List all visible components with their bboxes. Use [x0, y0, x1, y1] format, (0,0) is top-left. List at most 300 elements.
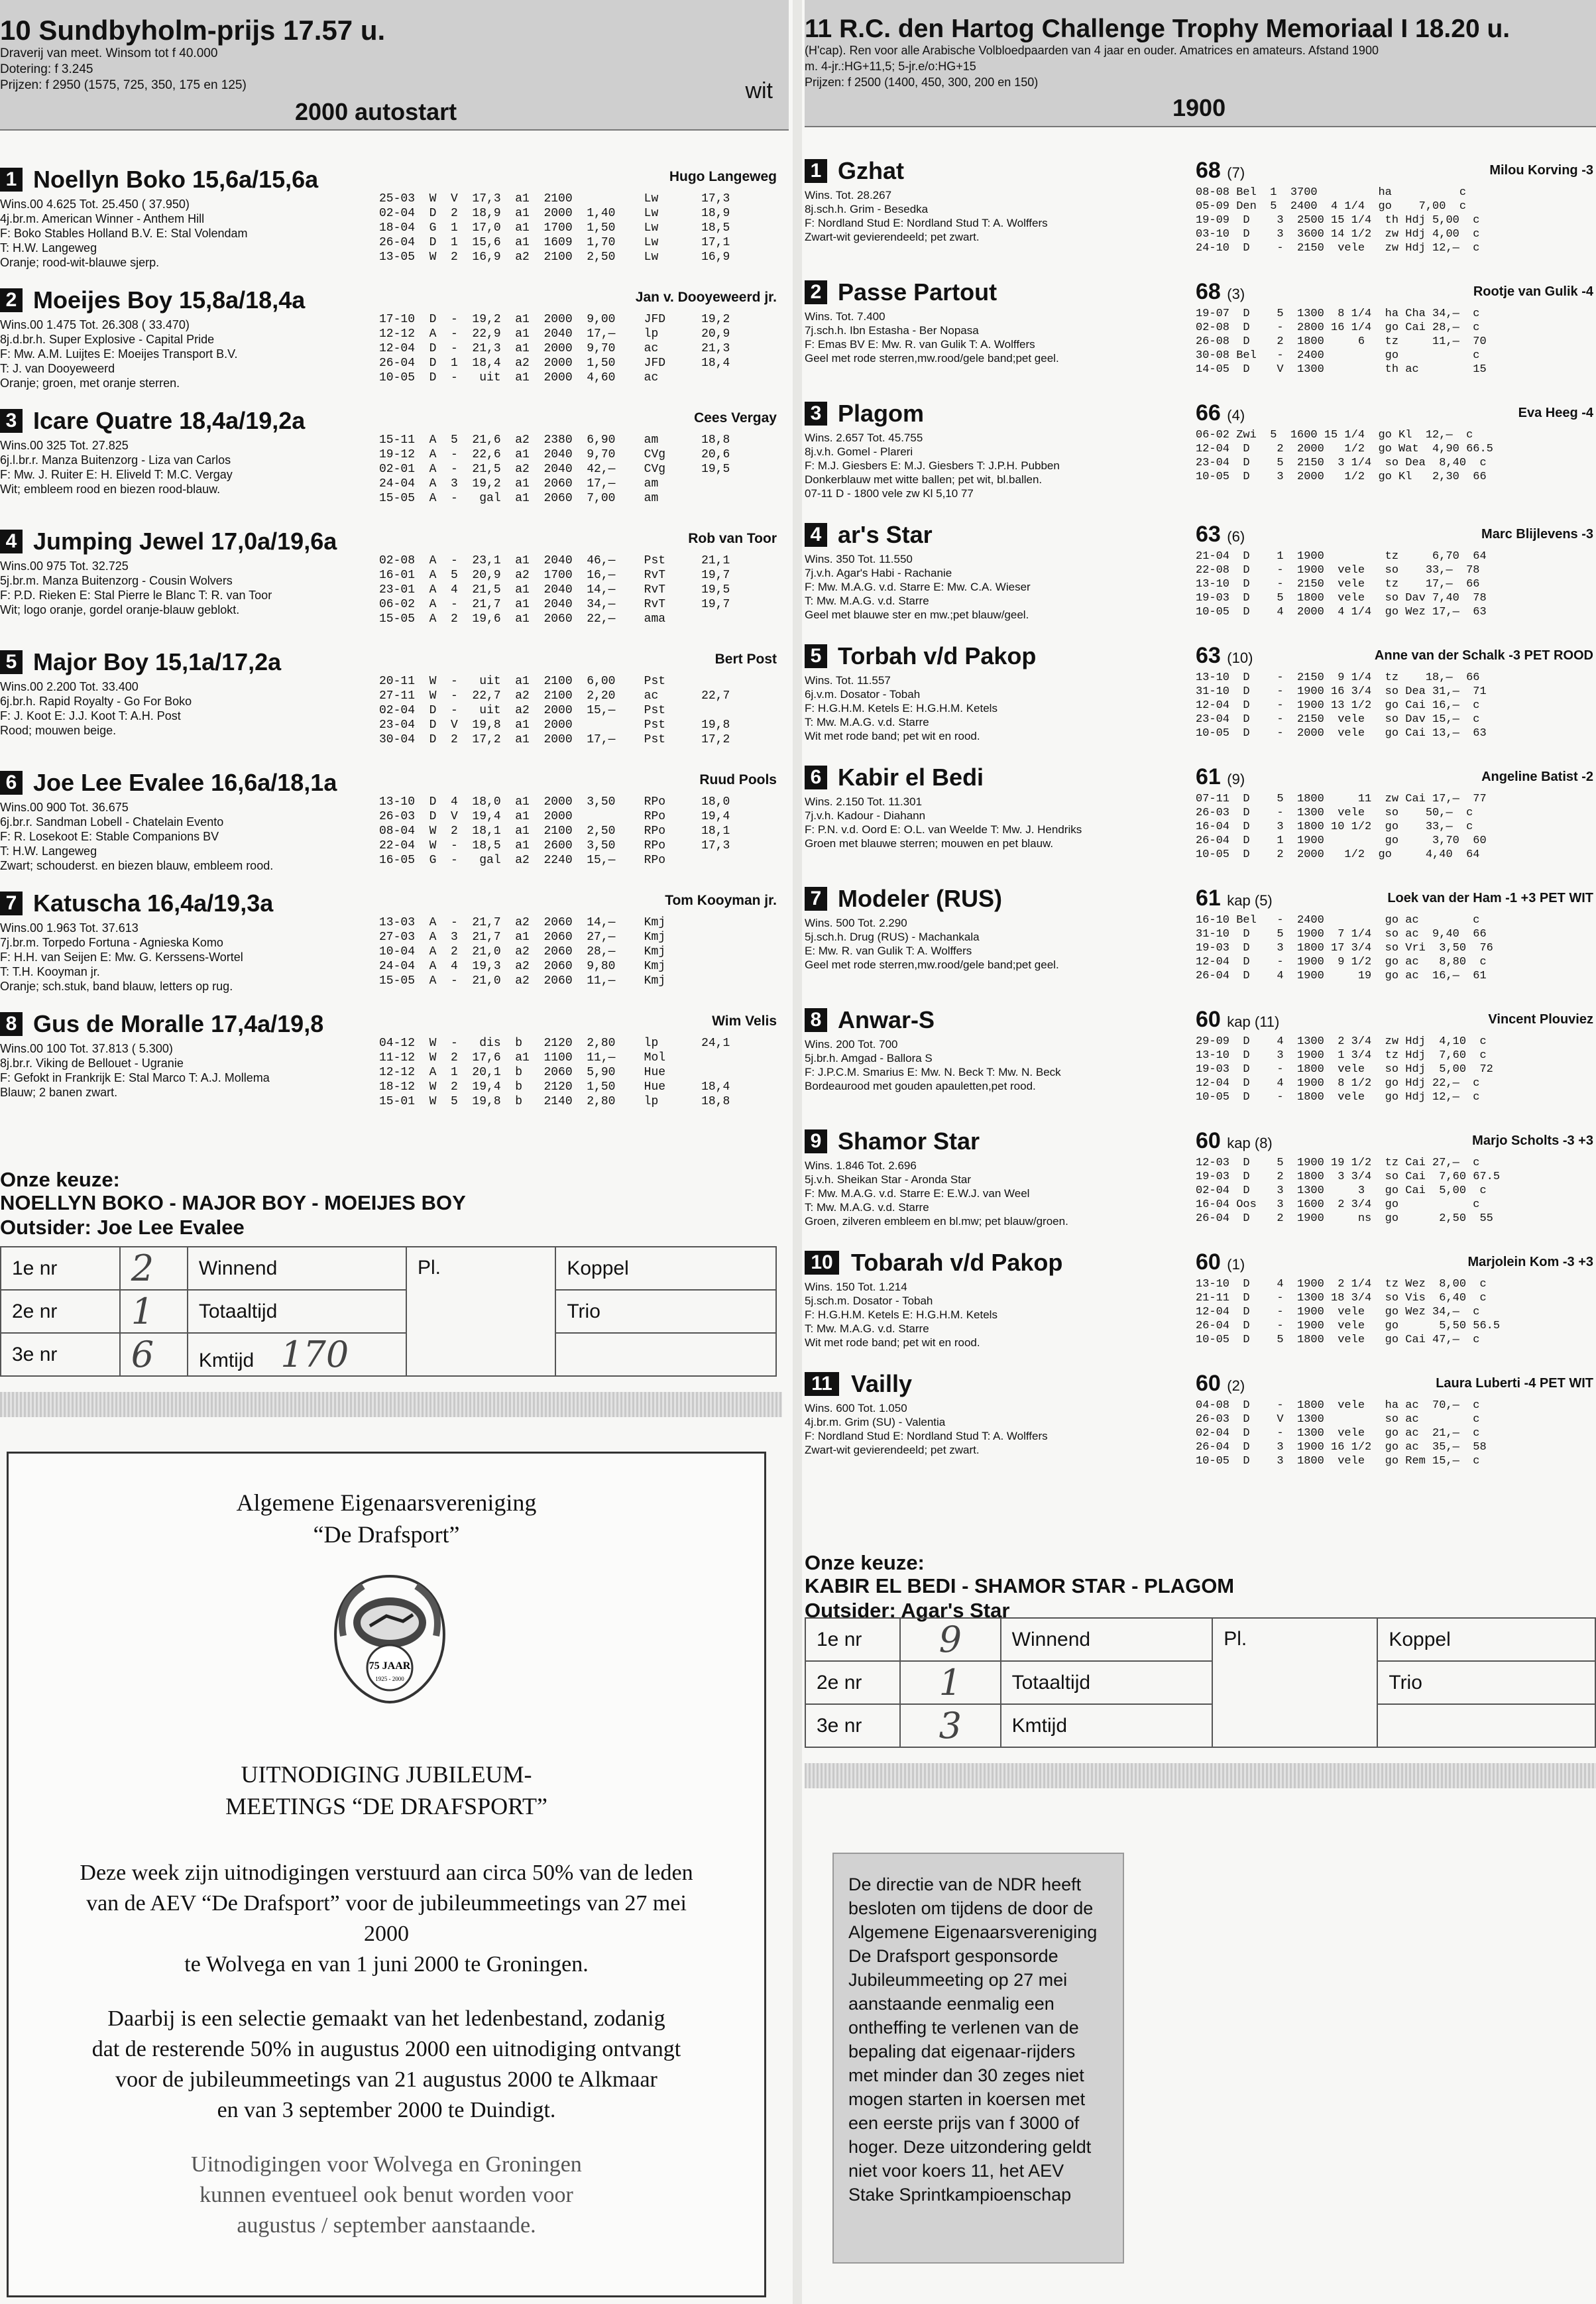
info-line: T: H.W. Langeweg	[0, 241, 97, 255]
bet-koppel: Koppel	[555, 1247, 776, 1290]
race-title: 11 R.C. den Hartog Challenge Trophy Memoriaal I 18.20 u.	[805, 15, 1510, 43]
result-row: 08-08 Bel 1 3700 ha c	[1196, 186, 1467, 199]
horse-name: Tobarah v/d Pakop	[851, 1249, 1063, 1276]
ad-p2-line1: Daarbij is een selectie gemaakt van het ledenbestand, zodanig	[107, 2006, 665, 2031]
ad-p1-line2: van de AEV “De Drafsport” voor de jubileummeetings van 27 mei	[86, 1891, 687, 1916]
info-line: Wins. 1.846 Tot. 2.696	[805, 1159, 917, 1172]
info-line: Wins. 500 Tot. 2.290	[805, 917, 907, 929]
horse-info	[805, 795, 1082, 850]
horse-number: 4	[0, 530, 23, 553]
driver-name: Cees Vergay	[694, 410, 777, 426]
info-line: F: J.P.C.M. Smarius E: Mw. N. Beck T: Mw. N. Beck	[805, 1066, 1061, 1078]
result-row: 12-04 D - 1900 9 1/2 go ac 8,80 c	[1196, 956, 1487, 968]
info-line: 5j.br.h. Amgad - Ballora S	[805, 1052, 933, 1065]
result-row: 16-10 Bel - 2400 go ac c	[1196, 914, 1480, 927]
horse-entry	[805, 1367, 1596, 1488]
ad-org-line2: “De Drafsport”	[313, 1521, 460, 1548]
result-row: 04-12 W - dis b 2120 2,80 lp 24,1	[379, 1037, 730, 1050]
horse-name: Major Boy 15,1a/17,2a	[33, 648, 282, 675]
horse-entry	[0, 162, 789, 283]
horse-entry	[805, 882, 1596, 1003]
result-row: 06-02 A - 21,7 a1 2040 34,— RvT 19,7	[379, 598, 730, 611]
horse-info	[0, 438, 233, 496]
info-line: F: H.G.H.M. Ketels E: H.G.H.M. Ketels	[805, 1308, 997, 1321]
result-row: 10-05 D - uit a1 2000 4,60 ac	[379, 371, 659, 384]
recent-results	[1196, 186, 1479, 255]
horse-number: 6	[0, 771, 23, 795]
info-line: 5j.sch.m. Dosator - Tobah	[805, 1295, 933, 1307]
result-row: 12-12 A - 22,9 a1 2040 17,— lp 20,9	[379, 327, 730, 341]
result-row: 16-04 Oos 3 1600 2 3/4 go c	[1196, 1198, 1480, 1211]
bet-winnend: Winnend	[1001, 1618, 1213, 1661]
race-condition: (H'cap). Ren voor alle Arabische Volbloedpaarden van 4 jaar en ouder. Amatrices en amateurs. Afstand 1900	[805, 44, 1379, 57]
info-line: T: T.H. Kooyman jr.	[0, 965, 100, 978]
race-prizes: Prijzen: f 2500 (1400, 450, 300, 200 en 150)	[805, 76, 1039, 89]
handicap-rating: 61 kap (5)	[1196, 886, 1273, 911]
info-line: Wins. 200 Tot. 700	[805, 1038, 898, 1051]
horse-info	[805, 673, 997, 743]
info-line: Wins.00 4.625 Tot. 25.450 ( 37.950)	[0, 198, 190, 211]
info-line: F: P.D. Rieken E: Stal Pierre le Blanc T: R. van Toor	[0, 589, 272, 602]
recent-results	[1196, 428, 1493, 484]
result-row: 23-04 D - 2150 vele so Dav 15,— c	[1196, 713, 1480, 726]
result-row: 26-04 D 1 1900 go 3,70 60	[1196, 835, 1487, 847]
info-line: Bordeaurood met gouden apauletten,pet rood.	[805, 1080, 1036, 1092]
recent-results	[379, 433, 730, 506]
recent-results	[1196, 307, 1487, 376]
horse-info	[0, 800, 273, 873]
recent-results	[1196, 1399, 1487, 1468]
horse-info	[0, 197, 248, 270]
ad-p1-line1: Deze week zijn uitnodigingen verstuurd aan circa 50% van de leden	[80, 1861, 693, 1885]
horse-info	[0, 921, 243, 994]
result-row: 16-01 A 5 20,9 a2 1700 16,— RvT 19,7	[379, 569, 730, 582]
bet-hand-2[interactable]: 1	[900, 1661, 1001, 1704]
bet-row-2: 2e nr	[1, 1290, 120, 1333]
horse-number: 5	[0, 650, 23, 674]
bet-koppel: Koppel	[1377, 1618, 1595, 1661]
info-line: 7j.br.m. Torpedo Fortuna - Agnieska Komo	[0, 936, 223, 949]
bet-row-1: 1e nr	[805, 1618, 900, 1661]
horse-name: Noellyn Boko 15,6a/15,6a	[33, 166, 319, 193]
info-line: F: Nordland Stud E: Nordland Stud T: A. Wolffers	[805, 1430, 1048, 1442]
info-line: F: H.H. van Seijen E: Mw. G. Kerssens-Wortel	[0, 950, 243, 964]
handicap-rating: 68 (7)	[1196, 158, 1245, 183]
info-line: Wins.00 1.963 Tot. 37.613	[0, 921, 139, 935]
horse-number: 2	[0, 288, 23, 312]
info-line: Geel met blauwe ster en mw.;pet blauw/geel.	[805, 608, 1029, 621]
horse-entry	[0, 886, 789, 1007]
rider-name: Loek van der Ham -1 +3 PET WIT	[1387, 891, 1593, 905]
recent-results	[1196, 1277, 1500, 1347]
result-row: 26-04 D 4 1900 19 go ac 16,— 61	[1196, 970, 1487, 982]
result-row: 24-04 A 3 19,2 a1 2060 17,— am	[379, 477, 659, 490]
info-line: 7j.v.h. Agar's Habi - Rachanie	[805, 567, 952, 579]
info-line: 7j.v.h. Kadour - Diahann	[805, 809, 926, 822]
info-line: Wins. 2.150 Tot. 11.301	[805, 795, 923, 808]
info-line: F: Mw. J. Ruiter E: H. Eliveld T: M.C. Vergay	[0, 468, 233, 481]
right-horse-list	[805, 154, 1596, 1488]
bet-row-2: 2e nr	[805, 1661, 900, 1704]
keuze-label: Onze keuze:	[0, 1168, 120, 1191]
horse-entry	[0, 524, 789, 645]
bet-form	[805, 1617, 1596, 1748]
ndr-notice: De directie van de NDR heeft besloten om tijdens de door de Algemene Eigenaarsvereniging De Drafsport gesponsorde Jubileummeeting op 27 mei aanstaande eenmalig een ontheffing te verlenen van de bepaling dat eigenaar-rijders met minder dan 30 zeges niet mogen starten in koersen met een eerste prijs van f 3000 of hoger. Deze uitzondering geldt niet voor koers 11, het AEV Stake Sprintkampioenschap	[832, 1853, 1124, 2264]
horse-info	[805, 1280, 997, 1350]
result-row: 19-12 A - 22,6 a1 2040 9,70 CVg 20,6	[379, 448, 730, 461]
horse-info	[805, 310, 1059, 365]
rider-name: Angeline Batist -2	[1481, 770, 1593, 784]
result-row: 19-03 D - 1800 vele so Hdj 5,00 72	[1196, 1063, 1493, 1076]
info-line: Wins. Tot. 11.557	[805, 674, 891, 687]
left-column	[0, 0, 789, 2238]
info-line: Wins. 350 Tot. 11.550	[805, 553, 913, 565]
result-row: 10-05 D 2 2000 1/2 go 4,40 64	[1196, 848, 1480, 861]
info-line: 6j.v.m. Dosator - Tobah	[805, 688, 921, 701]
bet-row-3: 3e nr	[1, 1333, 120, 1376]
result-row: 23-04 D 5 2150 3 1/4 so Dea 8,40 c	[1196, 457, 1487, 469]
bet-hand-2[interactable]: 1	[120, 1290, 188, 1333]
info-line: 8j.sch.h. Grim - Besedka	[805, 203, 929, 215]
bet-hand-3[interactable]: 6	[120, 1333, 188, 1376]
recent-results	[1196, 671, 1487, 740]
horse-name: Gus de Moralle 17,4a/19,8	[33, 1010, 324, 1037]
info-line: Zwart; schouderst. en biezen blauw, embleem rood.	[0, 859, 274, 872]
result-row: 13-10 D 4 1900 2 1/4 tz Wez 8,00 c	[1196, 1278, 1487, 1291]
result-row: 25-03 W V 17,3 a1 2100 Lw 17,3	[379, 192, 730, 205]
horse-info	[0, 317, 237, 390]
ad-p3-line3: augustus / september aanstaande.	[237, 2213, 536, 2238]
info-line: 8j.br.r. Viking de Bellouet - Ugranie	[0, 1057, 184, 1070]
info-line: Wins.00 900 Tot. 36.675	[0, 801, 129, 814]
race-color: wit	[745, 78, 773, 103]
bet-winnend: Winnend	[188, 1247, 406, 1290]
info-line: Wit; embleem rood en biezen rood-blauw.	[0, 483, 221, 496]
bet-kmtijd: Kmtijd 170	[188, 1333, 406, 1376]
result-row: 13-10 D - 2150 9 1/4 tz 18,— 66	[1196, 671, 1480, 684]
info-line: Zwart-wit gevierendeeld; pet zwart.	[805, 231, 980, 243]
info-line: 4j.br.m. American Winner - Anthem Hill	[0, 212, 205, 225]
ad-p1-line4: te Wolvega en van 1 juni 2000 te Groningen.	[184, 1952, 589, 1977]
bet-form	[0, 1246, 777, 1377]
info-line: F: H.G.H.M. Ketels E: H.G.H.M. Ketels	[805, 702, 997, 715]
handicap-rating: 68 (3)	[1196, 279, 1245, 304]
horse-name: Vailly	[851, 1370, 913, 1397]
horse-entry	[805, 396, 1596, 518]
bet-totaaltijd: Totaaltijd	[188, 1290, 406, 1333]
result-row: 30-08 Bel - 2400 go c	[1196, 349, 1480, 362]
logo-text: 75 JAAR	[369, 1660, 411, 1672]
result-row: 12-04 D 2 2000 1/2 go Wat 4,90 66.5	[1196, 443, 1493, 455]
result-row: 12-04 D - 1900 vele go Wez 34,— c	[1196, 1306, 1480, 1318]
horse-name: Modeler (RUS)	[838, 885, 1003, 912]
info-line: T: H.W. Langeweg	[0, 844, 97, 858]
result-row: 12-04 D - 21,3 a1 2000 9,70 ac 21,3	[379, 342, 730, 355]
result-row: 22-04 W - 18,5 a1 2600 3,50 RPo 17,3	[379, 839, 730, 852]
info-line: F: Mw. M.A.G. v.d. Starre E: Mw. C.A. Wieser	[805, 581, 1031, 593]
ad-paragraph-3	[35, 2150, 738, 2241]
result-row: 23-04 D V 19,8 a1 2000 Pst 19,8	[379, 719, 730, 732]
result-row: 26-03 D V 1300 so ac c	[1196, 1413, 1480, 1426]
result-row: 11-12 W 2 17,6 a1 1100 11,— Mol	[379, 1051, 666, 1065]
info-line: Groen, zilveren embleem en bl.mw; pet blauw/groen.	[805, 1215, 1068, 1228]
horse-info	[805, 188, 1048, 244]
outsider: Outsider: Agar's Star	[805, 1599, 1010, 1622]
result-row: 02-04 D 2 18,9 a1 2000 1,40 Lw 18,9	[379, 207, 730, 220]
result-row: 13-10 D 4 18,0 a1 2000 3,50 RPo 18,0	[379, 795, 730, 809]
result-row: 26-04 D 1 18,4 a2 2000 1,50 JFD 18,4	[379, 357, 730, 370]
horse-entry	[805, 1245, 1596, 1367]
race-10-header	[0, 0, 789, 131]
result-row: 24-10 D - 2150 vele zw Hdj 12,— c	[1196, 242, 1480, 255]
horse-number: 11	[805, 1372, 839, 1396]
driver-name: Wim Velis	[712, 1013, 777, 1029]
result-row: 17-10 D - 19,2 a1 2000 9,00 JFD 19,2	[379, 313, 730, 326]
info-line: Geel met rode sterren,mw.rood/gele band;pet geel.	[805, 958, 1059, 971]
info-line: T: Mw. M.A.G. v.d. Starre	[805, 1322, 929, 1335]
info-line: 8j.v.h. Gomel - Plareri	[805, 445, 913, 458]
result-row: 15-05 A - gal a1 2060 7,00 am	[379, 492, 659, 505]
horse-info	[805, 1037, 1061, 1093]
horse-entry	[0, 1007, 789, 1127]
info-line: F: Mw. M.A.G. v.d. Starre E: E.W.J. van Weel	[805, 1187, 1030, 1200]
horse-number: 9	[805, 1129, 827, 1153]
horse-number: 10	[805, 1251, 839, 1275]
handicap-rating: 63 (6)	[1196, 522, 1245, 547]
horse-number: 7	[0, 892, 23, 915]
info-line: E: Mw. R. van Gulik T: A. Wolffers	[805, 945, 972, 957]
info-line: T: Mw. M.A.G. v.d. Starre	[805, 1201, 929, 1214]
horse-entry	[805, 518, 1596, 639]
right-column	[805, 0, 1596, 2205]
info-line: Wit; logo oranje, gordel oranje-blauw geblokt.	[0, 603, 240, 616]
horse-entry	[805, 639, 1596, 760]
horse-info	[805, 552, 1031, 622]
info-line: 7j.sch.h. Ibn Estasha - Ber Nopasa	[805, 324, 979, 337]
horse-number: 5	[805, 644, 827, 668]
race-condition: Draverij van meet. Winsom tot f 40.000	[0, 46, 218, 60]
result-row: 03-10 D 3 3600 14 1/2 zw Hdj 4,00 c	[1196, 228, 1480, 241]
horse-info	[0, 679, 192, 738]
recent-results	[1196, 549, 1487, 619]
race-distance: 1900	[1172, 94, 1226, 121]
driver-name: Rob van Toor	[688, 531, 777, 546]
info-line: Oranje; groen, met oranje sterren.	[0, 376, 180, 390]
result-row: 15-11 A 5 21,6 a2 2380 6,90 am 18,8	[379, 433, 730, 447]
left-horse-list	[0, 162, 789, 1127]
race-11-header	[805, 0, 1596, 127]
info-line: Wit met rode band; pet wit en rood.	[805, 1336, 980, 1349]
keuze-label: Onze keuze:	[805, 1551, 925, 1574]
driver-name: Jan v. Dooyeweerd jr.	[635, 290, 777, 305]
race-handicap: m. 4-jr.:HG+11,5; 5-jr.e/o:HG+15	[805, 60, 976, 73]
bet-hand-3[interactable]: 3	[900, 1704, 1001, 1747]
result-row: 10-05 D - 2000 vele go Cai 13,— 63	[1196, 727, 1487, 740]
result-row: 15-05 A 2 19,6 a1 2060 22,— ama	[379, 612, 666, 626]
horse-info	[0, 559, 272, 617]
horse-info	[805, 916, 1059, 972]
driver-name: Ruud Pools	[699, 772, 777, 787]
rider-name: Anne van der Schalk -3 PET ROOD	[1374, 648, 1593, 663]
driver-name: Bert Post	[714, 652, 777, 667]
horse-entry	[0, 404, 789, 524]
rider-name: Marjo Scholts -3 +3	[1472, 1133, 1593, 1148]
result-row: 19-03 D 5 1800 vele so Dav 7,40 78	[1196, 592, 1487, 605]
result-row: 26-03 D V 19,4 a1 2000 RPo 19,4	[379, 810, 730, 823]
result-row: 02-04 D - 1300 vele go ac 21,— c	[1196, 1427, 1480, 1440]
info-line: 8j.d.br.h. Super Explosive - Capital Pride	[0, 333, 215, 346]
handicap-rating: 60 kap (11)	[1196, 1007, 1280, 1032]
bet-trio: Trio	[1377, 1661, 1595, 1704]
horse-name: Jumping Jewel 17,0a/19,6a	[33, 528, 337, 555]
result-row: 26-04 D 2 1900 ns go 2,50 55	[1196, 1212, 1493, 1225]
info-line: Oranje; rood-wit-blauwe sjerp.	[0, 256, 160, 269]
result-row: 07-11 D 5 1800 11 zw Cai 17,— 77	[1196, 793, 1487, 805]
ad-p3-line2: kunnen eventueel ook benut worden voor	[200, 2183, 573, 2207]
info-line: Groen met blauwe sterren; mouwen en pet blauw.	[805, 837, 1054, 850]
ad-p2-line2: dat de resterende 50% in augustus 2000 een uitnodiging ontvangt	[91, 2037, 681, 2061]
result-row: 08-04 W 2 18,1 a1 2100 2,50 RPo 18,1	[379, 825, 730, 838]
result-row: 26-08 D 2 1800 6 tz 11,— 70	[1196, 335, 1487, 348]
info-line: Wins. 150 Tot. 1.214	[805, 1281, 907, 1293]
info-line: 6j.br.h. Rapid Royalty - Go For Boko	[0, 695, 192, 708]
divider-shade	[0, 1392, 782, 1417]
horse-name: Passe Partout	[838, 278, 997, 306]
horse-number: 8	[0, 1012, 23, 1036]
result-row: 02-04 D 3 1300 3 go Cai 5,00 c	[1196, 1184, 1487, 1197]
result-row: 10-05 D 3 2000 1/2 go Kl 2,30 66	[1196, 471, 1487, 483]
info-line: Rood; mouwen beige.	[0, 724, 117, 737]
result-row: 19-03 D 3 1800 17 3/4 so Vri 3,50 76	[1196, 942, 1493, 954]
info-line: Wins.00 325 Tot. 27.825	[0, 439, 129, 452]
aev-75-jaar-logo	[323, 1563, 456, 1709]
info-line: 5j.br.m. Manza Buitenzorg - Cousin Wolvers	[0, 574, 233, 587]
horse-info	[0, 1041, 270, 1100]
ad-org-line1: Algemene Eigenaarsvereniging	[236, 1489, 537, 1516]
recent-results	[379, 674, 730, 747]
recent-results	[379, 915, 665, 988]
rider-name: Vincent Plouviez	[1488, 1012, 1593, 1027]
logo-years: 1925 - 2000	[375, 1676, 404, 1682]
horse-number: 7	[805, 887, 827, 911]
result-row: 12-03 D 5 1900 19 1/2 tz Cai 27,— c	[1196, 1157, 1480, 1169]
result-row: 26-04 D 1 15,6 a1 1609 1,70 Lw 17,1	[379, 236, 730, 249]
result-row: 19-03 D 2 1800 3 3/4 so Cai 7,60 67.5	[1196, 1171, 1501, 1183]
bet-row-1: 1e nr	[1, 1247, 120, 1290]
result-row: 27-11 W - 22,7 a2 2100 2,20 ac 22,7	[379, 689, 730, 703]
result-row: 18-12 W 2 19,4 b 2120 1,50 Hue 18,4	[379, 1080, 730, 1094]
result-row: 13-10 D 3 1900 1 3/4 tz Hdj 7,60 c	[1196, 1049, 1487, 1062]
result-row: 10-05 D 3 1800 vele go Rem 15,— c	[1196, 1455, 1480, 1468]
result-row: 26-03 D - 1300 vele so 50,— c	[1196, 807, 1473, 819]
info-line: Wins. Tot. 7.400	[805, 310, 885, 323]
info-line: Wins.00 1.475 Tot. 26.308 ( 33.470)	[0, 318, 190, 331]
result-row: 13-10 D - 2150 vele tz 17,— 66	[1196, 578, 1480, 591]
driver-name: Tom Kooyman jr.	[665, 893, 777, 908]
result-row: 15-01 W 5 19,8 b 2140 2,80 lp 18,8	[379, 1095, 730, 1108]
recent-results	[1196, 1156, 1500, 1226]
info-line: 5j.sch.h. Drug (RUS) - Machankala	[805, 931, 980, 943]
info-line: Blauw; 2 banen zwart.	[0, 1086, 118, 1099]
bet-empty	[555, 1333, 776, 1376]
keuze-picks: NOELLYN BOKO - MAJOR BOY - MOEIJES BOY	[0, 1191, 466, 1214]
info-line: T: Mw. M.A.G. v.d. Starre	[805, 595, 929, 607]
result-row: 27-03 A 3 21,7 a1 2060 27,— Kmj	[379, 931, 666, 944]
bet-kmtijd: Kmtijd	[1001, 1704, 1213, 1747]
result-row: 21-11 D - 1300 18 3/4 so Vis 6,40 c	[1196, 1292, 1487, 1304]
result-row: 24-04 A 4 19,3 a2 2060 9,80 Kmj	[379, 960, 666, 973]
result-row: 31-10 D - 1900 16 3/4 so Dea 31,— 71	[1196, 685, 1487, 698]
rider-name: Marc Blijlevens -3	[1481, 527, 1593, 542]
ad-heading-2: MEETINGS “DE DRAFSPORT”	[225, 1793, 547, 1819]
result-row: 12-04 D - 1900 13 1/2 go Cai 16,— c	[1196, 699, 1480, 712]
info-line: F: Mw. A.M. Luijtes E: Moeijes Transport B.V.	[0, 347, 238, 361]
aev-announcement	[7, 1452, 766, 2297]
horse-name: Torbah v/d Pakop	[838, 642, 1037, 669]
result-row: 19-07 D 5 1300 8 1/4 ha Cha 34,— c	[1196, 308, 1480, 320]
race-prizes: Prijzen: f 2950 (1575, 725, 350, 175 en 125)	[0, 78, 247, 92]
result-row: 12-12 A 1 20,1 b 2060 5,90 Hue	[379, 1066, 666, 1079]
ad-heading-1: UITNODIGING JUBILEUM-	[241, 1761, 532, 1788]
handicap-rating: 63 (10)	[1196, 643, 1253, 668]
keuze-picks: KABIR EL BEDI - SHAMOR STAR - PLAGOM	[805, 1574, 1235, 1597]
info-line: 6j.l.br.r. Manza Buitenzorg - Liza van Carlos	[0, 453, 231, 467]
bet-pl: Pl.	[406, 1247, 555, 1376]
horse-entry	[805, 154, 1596, 275]
horse-name: Shamor Star	[838, 1127, 980, 1155]
result-row: 02-08 A - 23,1 a1 2040 46,— Pst 21,1	[379, 554, 730, 567]
ad-p2-line3: voor de jubileummeetings van 21 augustus 2000 te Alkmaar	[115, 2067, 657, 2092]
bet-trio: Trio	[555, 1290, 776, 1333]
result-row: 10-05 D - 1800 vele go Hdj 12,— c	[1196, 1091, 1480, 1104]
recent-results	[379, 192, 730, 264]
result-row: 02-08 D - 2800 16 1/4 go Cai 28,— c	[1196, 321, 1480, 334]
info-line: Wins. Tot. 28.267	[805, 189, 892, 202]
rider-name: Rootje van Gulik -4	[1473, 284, 1593, 299]
result-row: 29-09 D 4 1300 2 3/4 zw Hdj 4,10 c	[1196, 1035, 1487, 1048]
handicap-rating: 60 kap (8)	[1196, 1128, 1273, 1153]
result-row: 10-04 A 2 21,0 a2 2060 28,— Kmj	[379, 945, 666, 958]
result-row: 02-04 D - uit a2 2000 15,— Pst	[379, 704, 666, 717]
recent-results	[379, 795, 730, 868]
handicap-rating: 66 (4)	[1196, 400, 1245, 426]
horse-number: 6	[805, 766, 827, 789]
result-row: 31-10 D 5 1900 7 1/4 so ac 9,40 66	[1196, 928, 1487, 941]
horse-name: Moeijes Boy 15,8a/18,4a	[33, 286, 306, 314]
horse-name: Plagom	[838, 400, 925, 427]
info-line: Wins.00 2.200 Tot. 33.400	[0, 680, 139, 693]
horse-info	[805, 431, 1060, 500]
rider-name: Eva Heeg -4	[1518, 406, 1593, 420]
race-dotering: Dotering: f 3.245	[0, 62, 93, 76]
divider-shade	[805, 1763, 1596, 1788]
horse-name: Icare Quatre 18,4a/19,2a	[33, 407, 306, 434]
horse-name: Anwar-S	[838, 1006, 935, 1033]
recent-results	[1196, 913, 1493, 983]
horse-number: 3	[0, 409, 23, 433]
rider-name: Laura Luberti -4 PET WIT	[1436, 1376, 1593, 1391]
bet-hand-1[interactable]: 2	[120, 1247, 188, 1290]
horse-number: 1	[805, 159, 827, 183]
ad-paragraph-2	[35, 2004, 738, 2126]
info-line: F: Gefokt in Frankrijk E: Stal Marco T: A.J. Mollema	[0, 1071, 270, 1084]
result-row: 05-09 Den 5 2400 4 1/4 go 7,00 c	[1196, 200, 1467, 213]
handicap-rating: 60 (1)	[1196, 1249, 1245, 1275]
recent-results	[379, 553, 730, 626]
outsider: Outsider: Joe Lee Evalee	[0, 1216, 245, 1239]
bet-hand-1[interactable]: 9	[900, 1618, 1001, 1661]
info-line: Zwart-wit gevierendeeld; pet zwart.	[805, 1444, 980, 1456]
